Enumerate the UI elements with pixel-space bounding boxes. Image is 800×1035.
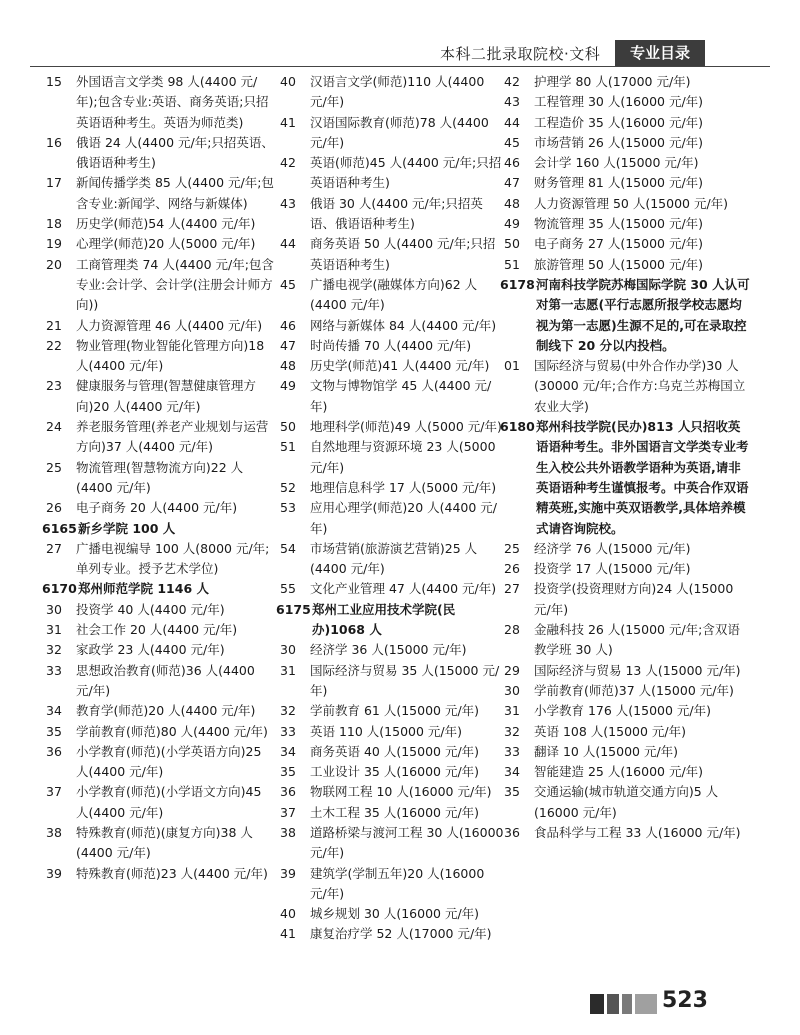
program-text: 时尚传播 70 人(4400 元/年) — [310, 337, 472, 353]
program-code: 49 — [504, 216, 520, 232]
program-text: 交通运输(城市轨道交通方向)5 人(16000 元/年) — [534, 784, 719, 820]
program-text: 心理学(师范)20 人(5000 元/年) — [76, 236, 256, 252]
program-code: 33 — [504, 743, 520, 759]
program-text: 历史学(师范)41 人(4400 元/年) — [310, 358, 490, 374]
program-code: 22 — [46, 337, 62, 353]
program-code: 33 — [280, 723, 296, 739]
program-entry — [276, 194, 504, 235]
page-header — [0, 40, 800, 70]
program-text: 新闻传播学类 85 人(4400 元/年;包含专业:新闻学、网络与新媒体) — [76, 175, 274, 211]
program-code: 41 — [280, 114, 296, 130]
program-entry — [42, 620, 274, 640]
program-code: 20 — [46, 256, 62, 272]
program-entry — [500, 559, 750, 579]
program-entry — [276, 478, 504, 498]
program-text: 社会工作 20 人(4400 元/年) — [76, 622, 238, 638]
program-code: 32 — [46, 642, 62, 658]
program-entry — [276, 722, 504, 742]
program-entry — [500, 214, 750, 234]
program-entry — [42, 742, 274, 783]
program-text: 历史学(师范)54 人(4400 元/年) — [76, 216, 256, 232]
program-text: 城乡规划 30 人(16000 元/年) — [310, 906, 480, 922]
program-text: 工程管理 30 人(16000 元/年) — [534, 94, 704, 110]
program-text: 市场营销(旅游演艺营销)25 人(4400 元/年) — [310, 540, 478, 577]
program-entry — [42, 133, 274, 174]
program-entry — [42, 234, 274, 254]
program-code: 21 — [46, 317, 62, 333]
program-entry — [276, 376, 504, 417]
program-text: 工业设计 35 人(16000 元/年) — [310, 764, 480, 780]
program-text: 小学教育(师范)(小学英语方向)25 人(4400 元/年) — [76, 743, 262, 780]
program-text: 人力资源管理 50 人(15000 元/年) — [534, 195, 729, 211]
program-entry — [500, 539, 750, 559]
program-text: 国际经济与贸易 13 人(15000 元/年) — [534, 662, 741, 678]
program-code: 28 — [504, 622, 520, 638]
program-entry — [500, 701, 750, 721]
program-text: 物业管理(物业智能化管理方向)18 人(4400 元/年) — [76, 337, 265, 374]
school-entry — [42, 519, 274, 539]
program-entry — [276, 417, 504, 437]
program-entry — [276, 437, 504, 478]
program-code: 46 — [504, 155, 520, 171]
program-entry — [276, 742, 504, 762]
column-3 — [500, 72, 750, 843]
program-code: 48 — [280, 358, 296, 374]
program-code: 17 — [46, 175, 62, 191]
program-text: 外国语言文学类 98 人(4400 元/年);包含专业:英语、商务英语;只招英语语种考生。英语为师范类) — [76, 74, 269, 130]
program-code: 50 — [504, 236, 520, 252]
program-code: 43 — [504, 94, 520, 110]
program-entry — [276, 113, 504, 154]
program-text: 国际经济与贸易 35 人(15000 元/年) — [310, 662, 500, 698]
program-code: 19 — [46, 236, 62, 252]
program-code: 39 — [280, 865, 296, 881]
program-entry — [500, 823, 750, 843]
program-code: 44 — [504, 114, 520, 130]
program-code: 46 — [280, 317, 296, 333]
program-code: 38 — [280, 824, 296, 840]
program-entry — [500, 782, 750, 823]
program-code: 36 — [504, 824, 520, 840]
program-text: 地理信息科学 17 人(5000 元/年) — [310, 479, 497, 495]
program-text: 学前教育 61 人(15000 元/年) — [310, 703, 480, 719]
program-entry — [42, 661, 274, 702]
program-entry — [500, 153, 750, 173]
page-number: 523 — [662, 988, 708, 1013]
program-code: 45 — [280, 276, 296, 292]
program-text: 建筑学(学制五年)20 人(16000 元/年) — [310, 865, 485, 901]
program-code: 55 — [280, 581, 296, 597]
program-text: 小学教育 176 人(15000 元/年) — [534, 703, 712, 719]
program-entry — [500, 722, 750, 742]
program-code: 53 — [280, 500, 296, 516]
program-text: 投资学 40 人(4400 元/年) — [76, 601, 225, 617]
program-code: 49 — [280, 378, 296, 394]
column-1 — [42, 72, 274, 884]
program-text: 俄语 24 人(4400 元/年;只招英语、俄语语种考生) — [76, 134, 274, 171]
school-text: 郑州科技学院(民办)813 人只招收英语语种考生。非外国语言文学类专业考生入校公共外语教学语种为英语,请非英语语种考生谨慎报考。中英合作双语精英班,实施中英双语教学,具体培养模式请咨询院校。 — [536, 419, 749, 536]
program-text: 自然地理与资源环境 23 人(5000 元/年) — [310, 439, 496, 475]
school-entry — [42, 579, 274, 599]
program-text: 英语 110 人(15000 元/年) — [310, 723, 463, 739]
program-text: 物流管理(智慧物流方向)22 人(4400 元/年) — [76, 459, 244, 495]
program-text: 电子商务 27 人(15000 元/年) — [534, 236, 704, 252]
program-entry — [276, 762, 504, 782]
program-text: 会计学 160 人(15000 元/年) — [534, 155, 699, 171]
program-text: 食品科学与工程 33 人(16000 元/年) — [534, 824, 741, 840]
program-text: 电子商务 20 人(4400 元/年) — [76, 500, 238, 516]
program-entry — [42, 864, 274, 884]
program-code: 37 — [280, 804, 296, 820]
program-code: 47 — [504, 175, 520, 191]
program-code: 47 — [280, 337, 296, 353]
program-entry — [500, 234, 750, 254]
program-code: 39 — [46, 865, 62, 881]
program-code: 15 — [46, 74, 62, 89]
program-code: 29 — [504, 662, 520, 678]
program-text: 思想政治教育(师范)36 人(4400 元/年) — [76, 662, 255, 698]
column-2 — [276, 72, 504, 945]
program-entry — [500, 72, 750, 92]
program-entry — [276, 640, 504, 660]
program-code: 25 — [46, 459, 62, 475]
program-code: 31 — [504, 703, 520, 719]
program-text: 文物与博物馆学 45 人(4400 元/年) — [310, 378, 492, 414]
program-code: 40 — [280, 74, 296, 89]
program-code: 48 — [504, 195, 520, 211]
program-code: 23 — [46, 378, 62, 394]
program-code: 35 — [280, 764, 296, 780]
school-entry — [276, 600, 504, 641]
program-text: 俄语 30 人(4400 元/年;只招英语、俄语语种考生) — [310, 195, 483, 232]
footer-bar — [590, 994, 604, 1014]
program-text: 工程造价 35 人(16000 元/年) — [534, 114, 704, 130]
program-entry — [42, 600, 274, 620]
program-text: 汉语国际教育(师范)78 人(4400 元/年) — [310, 114, 489, 150]
program-entry — [500, 661, 750, 681]
school-code: 6180 — [500, 419, 535, 435]
program-entry — [42, 316, 274, 336]
program-text: 市场营销 26 人(15000 元/年) — [534, 134, 704, 150]
program-entry — [276, 498, 504, 539]
program-code: 16 — [46, 134, 62, 150]
program-text: 物流管理 35 人(15000 元/年) — [534, 216, 704, 232]
program-entry — [276, 336, 504, 356]
program-text: 学前教育(师范)37 人(15000 元/年) — [534, 682, 734, 698]
program-code: 18 — [46, 216, 62, 232]
program-code: 26 — [504, 561, 520, 577]
program-entry — [42, 173, 274, 214]
program-text: 小学教育(师范)(小学语文方向)45 人(4400 元/年) — [76, 784, 262, 820]
program-text: 英语 108 人(15000 元/年) — [534, 723, 687, 739]
program-entry — [276, 803, 504, 823]
program-entry — [276, 316, 504, 336]
program-text: 物联网工程 10 人(16000 元/年) — [310, 784, 492, 800]
school-code: 6175 — [276, 601, 311, 617]
header-section-tag: 专业目录 — [615, 40, 705, 66]
program-code: 44 — [280, 236, 296, 252]
program-entry — [42, 823, 274, 864]
program-code: 40 — [280, 906, 296, 922]
program-code: 01 — [504, 358, 520, 374]
program-code: 26 — [46, 500, 62, 516]
program-text: 护理学 80 人(17000 元/年) — [534, 74, 691, 89]
program-text: 金融科技 26 人(15000 元/年;含双语教学班 30 人) — [534, 622, 740, 658]
program-entry — [276, 579, 504, 599]
program-text: 投资学 17 人(15000 元/年) — [534, 561, 691, 577]
header-rule — [30, 66, 770, 67]
program-text: 经济学 36 人(15000 元/年) — [310, 642, 467, 658]
program-code: 51 — [504, 256, 520, 272]
program-text: 学前教育(师范)80 人(4400 元/年) — [76, 723, 268, 739]
school-entry — [500, 275, 750, 356]
program-code: 32 — [504, 723, 520, 739]
program-entry — [42, 701, 274, 721]
footer-bar — [635, 994, 657, 1014]
program-text: 土木工程 35 人(16000 元/年) — [310, 804, 480, 820]
program-code: 45 — [504, 134, 520, 150]
program-code: 24 — [46, 419, 62, 435]
program-text: 特殊教育(师范)(康复方向)38 人(4400 元/年) — [76, 824, 253, 861]
program-text: 广播电视编导 100 人(8000 元/年;单列专业。授予艺术学位) — [76, 540, 270, 577]
program-entry — [500, 579, 750, 620]
program-text: 工商管理类 74 人(4400 元/年;包含专业:会计学、会计学(注册会计师方向)) — [76, 256, 274, 313]
program-code: 27 — [504, 581, 520, 597]
program-text: 健康服务与管理(智慧健康管理方向)20 人(4400 元/年) — [76, 378, 256, 414]
program-code: 36 — [280, 784, 296, 800]
school-text: 新乡学院 100 人 — [78, 520, 176, 536]
program-text: 道路桥梁与渡河工程 30 人(16000 元/年) — [310, 824, 504, 861]
footer-bar — [607, 994, 619, 1014]
program-entry — [276, 864, 504, 905]
program-code: 50 — [280, 419, 296, 435]
program-code: 30 — [46, 601, 62, 617]
program-entry — [500, 133, 750, 153]
program-code: 25 — [504, 540, 520, 556]
program-code: 30 — [504, 682, 520, 698]
program-entry — [276, 275, 504, 316]
program-code: 42 — [280, 155, 296, 171]
program-entry — [42, 255, 274, 316]
program-text: 地理科学(师范)49 人(5000 元/年) — [310, 419, 502, 435]
program-code: 42 — [504, 74, 520, 89]
program-entry — [276, 701, 504, 721]
program-entry — [500, 113, 750, 133]
school-entry — [500, 417, 750, 539]
program-entry — [42, 498, 274, 518]
program-text: 教育学(师范)20 人(4400 元/年) — [76, 703, 256, 719]
program-entry — [276, 904, 504, 924]
program-text: 投资学(投资理财方向)24 人(15000 元/年) — [534, 581, 734, 617]
program-code: 41 — [280, 926, 296, 942]
program-text: 应用心理学(师范)20 人(4400 元/年) — [310, 500, 498, 536]
program-text: 特殊教育(师范)23 人(4400 元/年) — [76, 865, 268, 881]
program-text: 家政学 23 人(4400 元/年) — [76, 642, 225, 658]
program-text: 财务管理 81 人(15000 元/年) — [534, 175, 704, 191]
program-entry — [42, 722, 274, 742]
school-text: 河南科技学院苏梅国际学院 30 人认可对第一志愿(平行志愿所报学校志愿均视为第一志愿)生源不足的,可在录取控制线下 20 分以内投档。 — [536, 276, 750, 353]
program-code: 35 — [46, 723, 62, 739]
program-entry — [276, 782, 504, 802]
program-code: 34 — [280, 743, 296, 759]
program-entry — [500, 681, 750, 701]
program-entry — [42, 214, 274, 234]
program-entry — [42, 376, 274, 417]
program-text: 广播电视学(融媒体方向)62 人(4400 元/年) — [310, 276, 478, 313]
program-text: 国际经济与贸易(中外合作办学)30 人(30000 元/年;合作方:乌克兰苏梅国立农业大学) — [534, 358, 746, 414]
program-code: 43 — [280, 195, 296, 211]
program-code: 35 — [504, 784, 520, 800]
program-text: 网络与新媒体 84 人(4400 元/年) — [310, 317, 497, 333]
program-entry — [42, 782, 274, 823]
program-entry — [276, 823, 504, 864]
program-code: 38 — [46, 824, 62, 840]
program-entry — [500, 620, 750, 661]
program-code: 52 — [280, 479, 296, 495]
program-entry — [276, 72, 504, 113]
program-entry — [42, 417, 274, 458]
program-code: 51 — [280, 439, 296, 455]
school-code: 6165 — [42, 520, 77, 536]
program-code: 36 — [46, 743, 62, 759]
program-entry — [500, 742, 750, 762]
program-entry — [276, 661, 504, 702]
program-entry — [500, 173, 750, 193]
program-code: 33 — [46, 662, 62, 678]
footer-bar — [622, 994, 632, 1014]
program-entry — [42, 458, 274, 499]
program-entry — [42, 72, 274, 133]
program-text: 文化产业管理 47 人(4400 元/年) — [310, 581, 497, 597]
program-entry — [42, 539, 274, 580]
program-code: 32 — [280, 703, 296, 719]
program-text: 商务英语 40 人(15000 元/年) — [310, 743, 480, 759]
program-code: 31 — [280, 662, 296, 678]
program-text: 养老服务管理(养老产业规划与运营方向)37 人(4400 元/年) — [76, 419, 269, 455]
program-code: 27 — [46, 540, 62, 556]
program-entry — [500, 255, 750, 275]
program-code: 31 — [46, 622, 62, 638]
program-entry — [276, 924, 504, 944]
program-entry — [500, 356, 750, 417]
program-text: 汉语言文学(师范)110 人(4400 元/年) — [310, 74, 485, 110]
school-text: 郑州工业应用技术学院(民办)1068 人 — [312, 601, 456, 638]
program-entry — [276, 234, 504, 275]
program-entry — [276, 539, 504, 580]
program-code: 54 — [280, 540, 296, 556]
program-entry — [276, 153, 504, 194]
school-code: 6178 — [500, 276, 535, 292]
program-text: 翻译 10 人(15000 元/年) — [534, 743, 679, 759]
program-text: 人力资源管理 46 人(4400 元/年) — [76, 317, 263, 333]
school-code: 6170 — [42, 581, 77, 597]
program-text: 旅游管理 50 人(15000 元/年) — [534, 256, 704, 272]
program-code: 30 — [280, 642, 296, 658]
program-entry — [276, 356, 504, 376]
program-entry — [42, 640, 274, 660]
program-code: 34 — [504, 764, 520, 780]
program-text: 商务英语 50 人(4400 元/年;只招英语语种考生) — [310, 236, 496, 272]
program-code: 34 — [46, 703, 62, 719]
school-text: 郑州师范学院 1146 人 — [78, 581, 209, 597]
program-entry — [500, 194, 750, 214]
program-entry — [500, 762, 750, 782]
program-text: 智能建造 25 人(16000 元/年) — [534, 764, 704, 780]
header-title: 本科二批录取院校·文科 — [440, 45, 601, 63]
program-code: 37 — [46, 784, 62, 800]
program-text: 康复治疗学 52 人(17000 元/年) — [310, 926, 492, 942]
program-text: 经济学 76 人(15000 元/年) — [534, 540, 691, 556]
program-entry — [500, 92, 750, 112]
program-entry — [42, 336, 274, 377]
program-text: 英语(师范)45 人(4400 元/年;只招英语语种考生) — [310, 155, 502, 191]
